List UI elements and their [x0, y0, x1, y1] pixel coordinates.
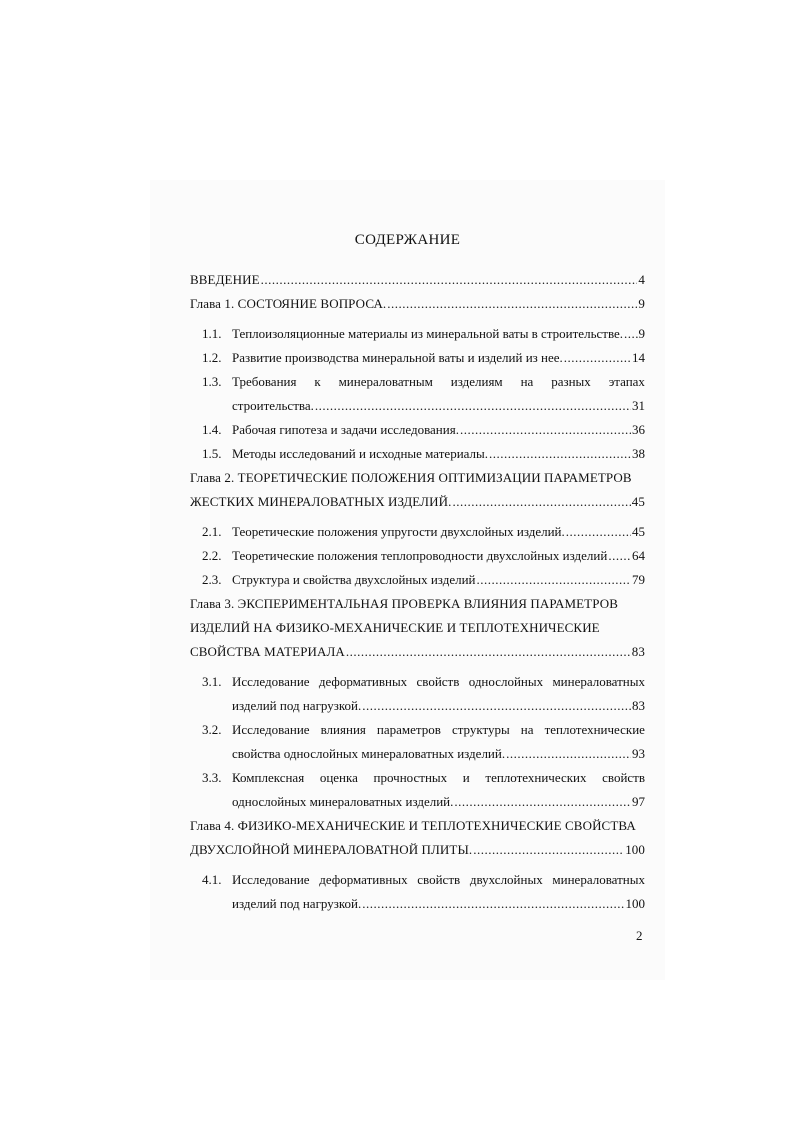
toc-entry-2-2[interactable] — [190, 544, 645, 568]
toc-entry-text — [232, 670, 645, 694]
section-number: 3.1. — [202, 674, 222, 689]
word: теплотехнических — [485, 770, 587, 785]
toc-entry-1-1[interactable] — [190, 322, 645, 346]
toc-entry-text — [232, 370, 645, 394]
section-number: 1.4. — [202, 422, 222, 437]
dot-leader — [454, 790, 631, 814]
toc-entry-chapter-2-continued[interactable] — [190, 490, 645, 514]
dot-leader — [473, 838, 624, 862]
dot-leader — [315, 394, 631, 418]
word: к — [314, 374, 321, 389]
toc-page-number: 38 — [632, 446, 645, 461]
toc-entry-intro[interactable] — [190, 268, 645, 292]
dot-leader — [624, 322, 637, 346]
word: Комплексная — [232, 770, 305, 785]
toc-entry-chapter-3-line-2[interactable] — [190, 616, 645, 640]
dot-leader — [566, 520, 631, 544]
dot-leader — [506, 742, 631, 766]
word: деформативных — [318, 674, 408, 689]
dot-leader — [362, 694, 631, 718]
section-number: 3.3. — [202, 770, 222, 785]
toc-entry-4-1[interactable] — [190, 868, 645, 892]
word: свойств — [602, 770, 645, 785]
toc-entry-text: Теоретические положения теплопроводности двухслойных изделий — [232, 548, 608, 563]
word: деформативных — [319, 872, 408, 887]
toc-entry-text: Структура и свойства двухслойных изделий — [232, 572, 476, 587]
toc-entry-1-3[interactable] — [190, 370, 645, 394]
dot-leader — [608, 544, 631, 568]
toc-entry-chapter-4-continued[interactable] — [190, 838, 645, 862]
toc-entry-2-1[interactable] — [190, 520, 645, 544]
toc-entry-2-3[interactable] — [190, 568, 645, 592]
section-number: 2.2. — [202, 548, 222, 563]
word: Исследование — [232, 872, 310, 887]
toc-entry-text — [232, 868, 645, 892]
toc-entry-text: Рабочая гипотеза и задачи исследования. — [232, 422, 459, 437]
word: свойств — [417, 872, 461, 887]
toc-entry-chapter-4[interactable] — [190, 814, 645, 838]
word: разных — [551, 374, 591, 389]
word: на — [520, 722, 534, 737]
dot-leader — [452, 490, 630, 514]
toc-entry-text: Глава 4. ФИЗИКО-МЕХАНИЧЕСКИЕ И ТЕПЛОТЕХНИЧЕСКИЕ СВОЙСТВА — [190, 818, 636, 833]
section-number: 2.1. — [202, 524, 222, 539]
toc-entry-1-3-continued[interactable] — [190, 394, 645, 418]
word: и — [462, 770, 470, 785]
toc-page-number: 9 — [638, 296, 645, 311]
toc-entry-chapter-2[interactable] — [190, 466, 645, 490]
toc-entry-chapter-3[interactable] — [190, 592, 645, 616]
toc-entry-text: Глава 2. ТЕОРЕТИЧЕСКИЕ ПОЛОЖЕНИЯ ОПТИМИЗАЦИИ ПАРАМЕТРОВ — [190, 470, 632, 485]
toc-page-number: 45 — [631, 494, 645, 509]
dot-leader — [346, 640, 631, 664]
dot-leader — [477, 568, 632, 592]
toc-entry-1-2[interactable] — [190, 346, 645, 370]
toc-page-number: 9 — [638, 326, 645, 341]
toc-entry-chapter-1[interactable] — [190, 292, 645, 316]
toc-entry-text: Теплоизоляционные материалы из минеральной ваты в строительстве. — [232, 326, 624, 341]
toc-entry-text: Методы исследований и исходные материалы. — [232, 446, 489, 461]
section-number: 3.2. — [202, 722, 222, 737]
toc-entry-text: ДВУХСЛОЙНОЙ МИНЕРАЛОВАТНОЙ ПЛИТЫ. — [190, 842, 473, 857]
dot-leader — [460, 418, 631, 442]
dot-leader — [362, 892, 624, 916]
section-number: 1.1. — [202, 326, 222, 341]
section-number: 4.1. — [202, 872, 222, 887]
word: оценка — [319, 770, 358, 785]
dot-leader — [261, 268, 638, 292]
word: двухслойных — [469, 872, 543, 887]
section-number: 1.5. — [202, 446, 222, 461]
toc-entry-4-1-continued[interactable] — [190, 892, 645, 916]
toc-entry-1-5[interactable] — [190, 442, 645, 466]
word: свойств — [416, 674, 460, 689]
section-number: 2.3. — [202, 572, 222, 587]
word: на — [520, 374, 534, 389]
toc-entry-text — [232, 718, 645, 742]
word: теплотехнические — [544, 722, 645, 737]
toc-page-number: 4 — [638, 272, 645, 287]
toc-page-number: 83 — [631, 644, 645, 659]
word: влияния — [320, 722, 366, 737]
toc-entry-3-3[interactable] — [190, 766, 645, 790]
toc-entry-text: ИЗДЕЛИЙ НА ФИЗИКО-МЕХАНИЧЕСКИЕ И ТЕПЛОТЕХНИЧЕСКИЕ — [190, 620, 600, 635]
section-number: 1.2. — [202, 350, 222, 365]
toc-entry-3-2-continued[interactable] — [190, 742, 645, 766]
word: Исследование — [232, 722, 310, 737]
dot-leader — [387, 292, 637, 316]
toc-entry-1-4[interactable] — [190, 418, 645, 442]
word: минераловатных — [552, 674, 645, 689]
word: изделиям — [450, 374, 503, 389]
toc-page-number: 45 — [632, 524, 645, 539]
toc-entry-text: строительства. — [232, 398, 314, 413]
toc-entry-text: Развитие производства минеральной ваты и изделий из нее. — [232, 350, 563, 365]
toc-page-number: 36 — [632, 422, 645, 437]
toc-entry-text: Глава 1. СОСТОЯНИЕ ВОПРОСА. — [190, 296, 387, 311]
word: однослойных — [468, 674, 544, 689]
toc-entry-text: Глава 3. ЭКСПЕРИМЕНТАЛЬНАЯ ПРОВЕРКА ВЛИЯНИЯ ПАРАМЕТРОВ — [190, 596, 618, 611]
toc-entry-3-1[interactable] — [190, 670, 645, 694]
page-number: 2 — [636, 928, 643, 943]
toc-page-number: 64 — [632, 548, 645, 563]
toc-entry-chapter-3-line-3[interactable] — [190, 640, 645, 664]
toc-page-number: 93 — [632, 746, 645, 761]
toc-page-number: 100 — [625, 842, 645, 857]
toc-entry-text: свойства однослойных минераловатных изделий. — [232, 746, 506, 761]
toc-page-number: 31 — [632, 398, 645, 413]
word: Исследование — [232, 674, 310, 689]
word: структуры — [451, 722, 510, 737]
toc-page-number: 83 — [632, 698, 645, 713]
word: минераловатных — [552, 872, 645, 887]
word: минераловатным — [338, 374, 433, 389]
dot-leader — [489, 442, 631, 466]
toc-page-number: 14 — [632, 350, 645, 365]
toc-entry-3-2[interactable] — [190, 718, 645, 742]
toc-entry-text: ЖЕСТКИХ МИНЕРАЛОВАТНЫХ ИЗДЕЛИЙ. — [190, 494, 452, 509]
dot-leader — [564, 346, 631, 370]
toc-entry-text — [232, 766, 645, 790]
word: Требования — [232, 374, 297, 389]
toc-entry-3-3-continued[interactable] — [190, 790, 645, 814]
toc-page-number: 79 — [632, 572, 645, 587]
word: параметров — [376, 722, 441, 737]
toc-entry-text: изделий под нагрузкой. — [232, 896, 362, 911]
table-of-contents — [190, 268, 645, 916]
toc-entry-3-1-continued[interactable] — [190, 694, 645, 718]
section-number: 1.3. — [202, 374, 222, 389]
toc-page-number: 97 — [632, 794, 645, 809]
toc-entry-text: ВВЕДЕНИЕ — [190, 272, 260, 287]
page-title: СОДЕРЖАНИЕ — [354, 232, 461, 248]
word: прочностных — [373, 770, 448, 785]
toc-entry-text: СВОЙСТВА МАТЕРИАЛА — [190, 644, 345, 659]
toc-entry-text: изделий под нагрузкой. — [232, 698, 362, 713]
toc-entry-text: Теоретические положения упругости двухслойных изделий. — [232, 524, 565, 539]
toc-page-number: 100 — [625, 896, 645, 911]
toc-entry-text: однослойных минераловатных изделий. — [232, 794, 454, 809]
word: этапах — [608, 374, 645, 389]
